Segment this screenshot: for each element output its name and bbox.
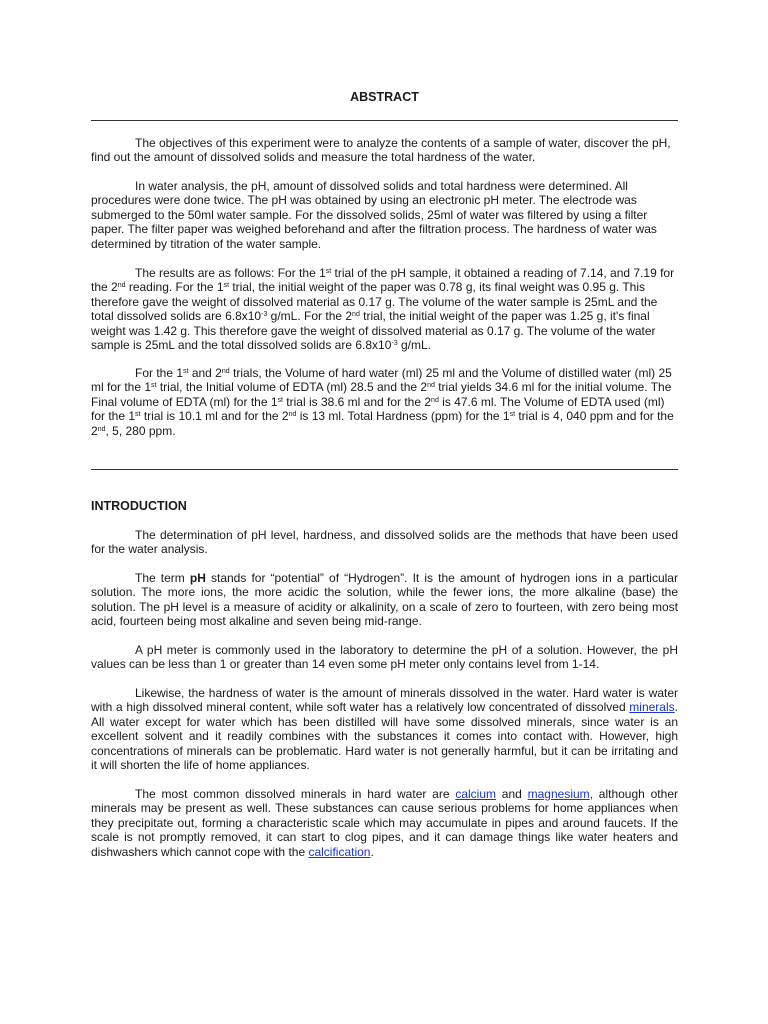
magnesium-link[interactable]: magnesium xyxy=(527,787,590,801)
introduction-paragraph-4: Likewise, the hardness of water is the amount of minerals dissolved in the water. Hard water is water with a high dissolved mineral content, while soft water has a relatively low concentrated of dissolved minerals. All water except for water which has been distilled will have some dissolved minerals, since water is an excellent solvent and it readily combines with the substances it comes into contact with. However, high concentrations of minerals can be problematic. Hard water is not generally harmful, but it can be irritating and it will shorten the life of home appliances. xyxy=(91,686,678,773)
ph-term: pH xyxy=(189,571,206,585)
introduction-paragraph-5: The most common dissolved minerals in hard water are calcium and magnesium, although other minerals may be present as well. These substances can cause serious problems for home appliances when they precipitate out, forming a characteristic scale which may accumulate in pipes and around faucets. If the scale is not promptly removed, it can start to clog pipes, and it can damage things like water heaters and dishwashers which cannot cope with the calcification. xyxy=(91,787,678,859)
minerals-link[interactable]: minerals xyxy=(629,700,675,715)
introduction-paragraph-2: The term pH stands for “potential” of “Hydrogen”. It is the amount of hydrogen ions in a particular solution. The more ions, the more acidic the solution, while the fewer ions, the more alkaline (base) the solution. The pH level is a measure of acidity or alkalinity, on a scale of zero to fourteen, with zero being most acid, fourteen being most alkaline and seven being mid-range. xyxy=(91,571,678,629)
calcium-link[interactable]: calcium xyxy=(455,787,496,801)
introduction-paragraph-1: The determination of pH level, hardness, and dissolved solids are the methods that have been used for the water analysis. xyxy=(91,528,678,557)
abstract-paragraph-3: The results are as follows: For the 1st trial of the pH sample, it obtained a reading of 7.14, and 7.19 for the 2nd reading. For the 1st trial, the initial weight of the paper was 0.78 g, its final weight was 0.95 g. This therefore gave the weight of dissolved material as 0.17 g. The volume of the water sample is 25mL and the total dissolved solids are $6.8x10^{-3}$ g/mL. For the 2nd trial, the initial weight of the paper was 1.25 g, it's final weight was 1.42 g. This therefore gave the weight of dissolved material as 0.17 g. The volume of the water sample is 25mL and the total dissolved solids are $6.8x10^{-3}$ g/mL. xyxy=(91,266,675,353)
abstract-paragraph-1: The objectives of this experiment were to analyze the contents of a sample of water, discover the pH, find out the amount of dissolved solids and measure the total hardness of the water. xyxy=(91,136,671,165)
abstract-paragraph-2: In water analysis, the pH, amount of dissolved solids and total hardness were determined. All procedures were done twice. The pH was obtained by using an electronic pH meter. The electrode was submerged to the 50ml water sample. For the dissolved solids, 25ml of water was filtered by using a filter paper. The filter paper was weighed beforehand and after the filtration process. The hardness of water was determined by titration of the water sample. xyxy=(91,179,657,251)
abstract-bottom-rule xyxy=(91,469,678,470)
abstract-heading: ABSTRACT xyxy=(350,90,419,104)
calcification-link[interactable]: calcification xyxy=(308,844,371,859)
abstract-paragraph-4: For the 1st and 2nd trials, the Volume of hard water (ml) 25 ml and the Volume of distilled water (ml) 25 ml for the 1st trial, the Initial volume of EDTA (ml) 28.5 and the 2nd trial yields 34.6 ml for the initial volume. The Final volume of EDTA (ml) for the 1st trial is 38.6 ml and for the 2nd is 47.6 ml. The Volume of EDTA used (ml) for the 1st trial is 10.1 ml and for the 2nd is 13 ml. Total Hardness (ppm) for the 1st trial is 4, 040 ppm and for the 2nd, 5, 280 ppm. xyxy=(91,366,674,438)
introduction-heading: INTRODUCTION xyxy=(91,499,187,513)
introduction-paragraph-3: A pH meter is commonly used in the laboratory to determine the pH of a solution. However, the pH values can be less than 1 or greater than 14 even some pH meter only contains level from 1-14. xyxy=(91,643,678,672)
abstract-top-rule xyxy=(91,120,678,121)
